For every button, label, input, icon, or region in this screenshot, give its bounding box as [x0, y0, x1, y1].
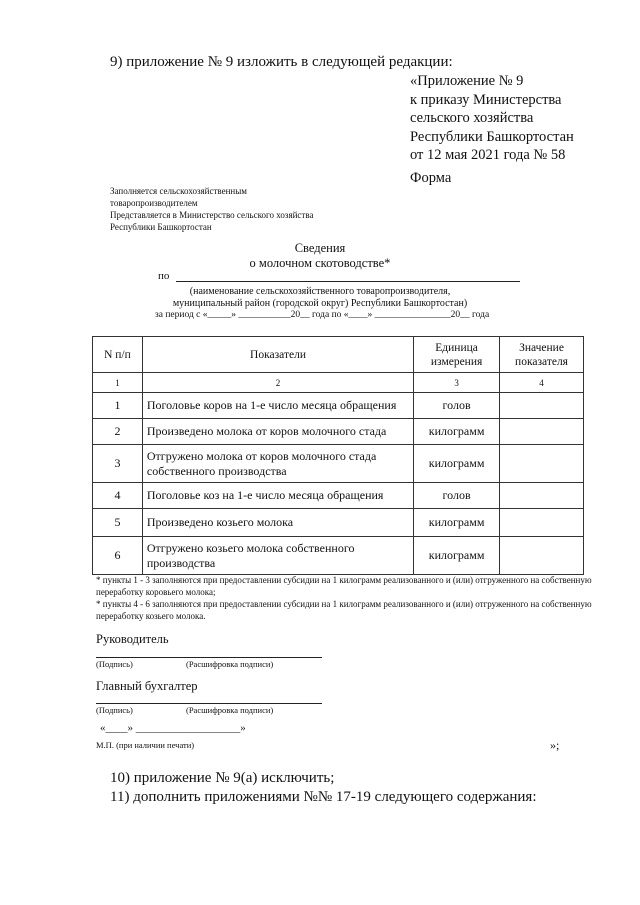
header-indicator: Показатели [142, 337, 413, 373]
row-unit: килограмм [414, 445, 500, 483]
header-number: N п/п [93, 337, 143, 373]
accountant-title: Главный бухгалтер [96, 679, 198, 693]
row-unit: голов [414, 393, 500, 419]
table-row [93, 445, 584, 483]
producer-name-line[interactable] [176, 281, 520, 282]
table-row [93, 537, 584, 575]
row-indicator: Произведено козьего молока [142, 509, 413, 537]
head-signature-line[interactable] [96, 657, 322, 658]
head-title: Руководитель [96, 632, 169, 646]
form-title [0, 241, 640, 271]
footnotes [96, 574, 628, 622]
row-number: 6 [93, 537, 143, 575]
row-indicator: Отгружено козьего молока собственного производства [142, 537, 413, 575]
form-title-line1: Сведения [294, 241, 346, 255]
dairy-table [92, 336, 584, 575]
row-indicator: Поголовье коров на 1-е число месяца обращения [142, 393, 413, 419]
table-row [93, 483, 584, 509]
head-decode-label: (Расшифровка подписи) [186, 659, 274, 669]
appendix-header [410, 72, 574, 165]
row-value-cell[interactable] [500, 537, 584, 575]
fill-note-line: товаропроизводителем [110, 198, 198, 208]
row-number: 3 [93, 445, 143, 483]
index-cell: 1 [93, 373, 143, 393]
accountant-sign-label: (Подпись) [96, 705, 133, 715]
fill-note-line: Республики Башкортостан [110, 222, 212, 232]
row-unit: голов [414, 483, 500, 509]
closing-quote: »; [550, 738, 560, 752]
row-indicator: Произведено молока от коров молочного стада [142, 419, 413, 445]
form-label: Форма [410, 170, 452, 186]
index-cell: 4 [500, 373, 584, 393]
row-value-cell[interactable] [500, 483, 584, 509]
fill-note-line: Представляется в Министерство сельского хозяйства [110, 210, 314, 220]
fill-note [110, 185, 313, 233]
accountant-signature-line[interactable] [96, 703, 322, 704]
form-title-line2: о молочном скотоводстве* [249, 256, 391, 270]
producer-caption [0, 286, 640, 310]
end-item: 10) приложение № 9(а) исключить; [110, 770, 335, 786]
footnote: * пункты 1 - 3 заполняются при предоставлении субсидии на 1 килограмм реализованного и (или) отгруженного на собственную переработку коровьего молока; [96, 575, 592, 597]
row-number: 2 [93, 419, 143, 445]
appendix-line: «Приложение № 9 [410, 73, 524, 89]
stamp-label: М.П. (при наличии печати) [96, 740, 195, 750]
head-sign-label: (Подпись) [96, 659, 133, 669]
po-label: по [158, 270, 170, 282]
row-unit: килограмм [414, 419, 500, 445]
row-indicator: Отгружено молока от коров молочного стада собственного производства [142, 445, 413, 483]
appendix-line: Республики Башкортостан [410, 128, 574, 145]
row-unit: килограмм [414, 537, 500, 575]
row-value-cell[interactable] [500, 509, 584, 537]
row-unit: килограмм [414, 509, 500, 537]
table-row [93, 419, 584, 445]
header-value: Значение показателя [500, 337, 584, 373]
lead-paragraph: 9) приложение № 9 изложить в следующей редакции: [110, 54, 453, 70]
row-number: 1 [93, 393, 143, 419]
appendix-line: от 12 мая 2021 года № 58 [410, 147, 566, 163]
header-unit: Единица измерения [414, 337, 500, 373]
row-value-cell[interactable] [500, 393, 584, 419]
row-indicator: Поголовье коз на 1-е число месяца обращения [142, 483, 413, 509]
producer-caption-line: (наименование сельскохозяйственного товаропроизводителя, [189, 286, 451, 297]
period-line: за период с «_____» ___________20__ года по «____» ________________20__ года [155, 310, 490, 320]
producer-caption-line: муниципальный район (городской округ) Республики Башкортостан) [172, 298, 468, 309]
end-item: 11) дополнить приложениями №№ 17-19 следующего содержания: [110, 789, 537, 805]
accountant-decode-label: (Расшифровка подписи) [186, 705, 274, 715]
fill-note-line: Заполняется сельскохозяйственным [110, 186, 247, 196]
row-value-cell[interactable] [500, 419, 584, 445]
table-index-row [93, 373, 584, 393]
index-cell: 3 [414, 373, 500, 393]
row-value-cell[interactable] [500, 445, 584, 483]
row-number: 5 [93, 509, 143, 537]
footnote: * пункты 4 - 6 заполняются при предоставлении субсидии на 1 килограмм реализованного и (или) отгруженного на собственную переработку козьего молока. [96, 599, 592, 621]
date-line[interactable]: «____» ___________________» [100, 722, 246, 734]
table-header-row [93, 337, 584, 373]
index-cell: 2 [142, 373, 413, 393]
end-items [110, 769, 537, 807]
table-row [93, 509, 584, 537]
appendix-line: сельского хозяйства [410, 110, 534, 126]
appendix-line: к приказу Министерства [410, 91, 562, 108]
table-row [93, 393, 584, 419]
row-number: 4 [93, 483, 143, 509]
